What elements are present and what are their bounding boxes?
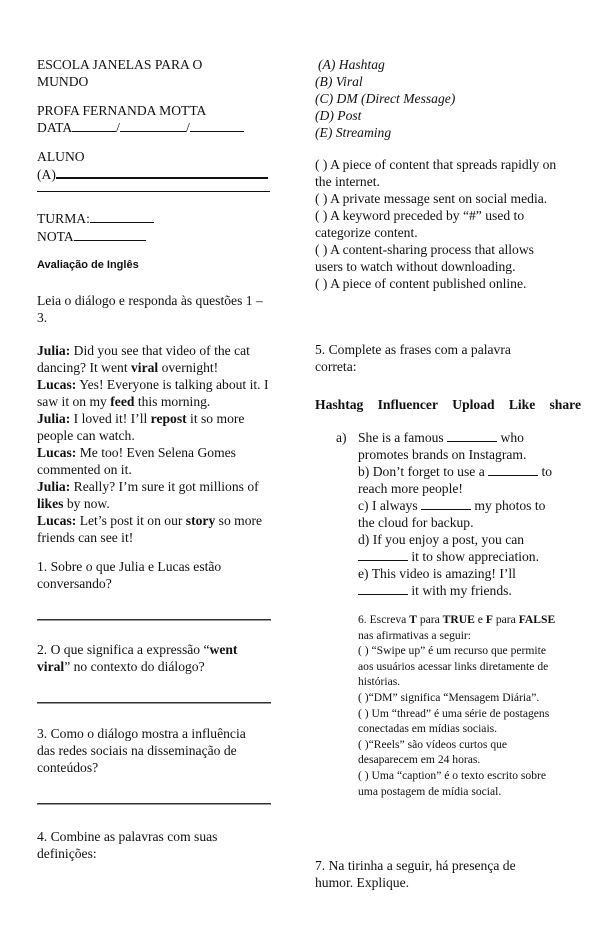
student-label: ALUNO (37, 149, 85, 164)
question-1: 1. Sobre o que Julia e Lucas estão conversando? (37, 559, 222, 591)
dialogue-line: Julia: Did you see that video of the cat dancing? It went viral overnight! (37, 343, 250, 375)
question-3: 3. Como o diálogo mostra a influência das redes sociais na disseminação de conteúdos? (37, 726, 246, 775)
definition-item[interactable]: ( ) A content-sharing process that allows users to watch without downloading. (315, 242, 534, 274)
answer-line-1[interactable] (37, 619, 271, 621)
true-false-item[interactable]: ( )“Reels” são vídeos curtos que desaparecem em 24 horas. (358, 737, 508, 767)
blank-field[interactable] (358, 548, 408, 561)
option-b: (B) Viral (315, 74, 363, 89)
instructions: Leia o diálogo e responda às questões 1 – 3. (37, 293, 263, 325)
date-field[interactable]: DATA / / (37, 119, 277, 136)
option-c: (C) DM (Direct Message) (315, 91, 456, 106)
definition-item[interactable]: ( ) A private message sent on social media. (315, 191, 548, 206)
completion-list (358, 429, 558, 599)
word-bank-item: Hashtag (315, 397, 364, 412)
answer-line-2[interactable] (37, 702, 271, 704)
date-label: DATA (37, 120, 73, 135)
answer-line-3[interactable] (37, 803, 271, 805)
definition-item[interactable]: ( ) A keyword preceded by “#” used to categorize content. (315, 208, 525, 240)
word-bank-item: Like (508, 397, 536, 412)
list-marker: a) (336, 430, 347, 445)
definition-item[interactable]: ( ) A piece of content that spreads rapidly on the internet. (315, 157, 557, 189)
option-a: (A) Hashtag (318, 57, 385, 72)
school-name: ESCOLA JANELAS PARA O MUNDO (37, 57, 203, 89)
option-d: (D) Post (315, 108, 362, 123)
completion-item: c) I always my photos to the cloud for backup. (358, 498, 546, 530)
true-false-item[interactable]: ( ) Uma “caption” é o texto escrito sobre uma postagem de mídia social. (358, 768, 547, 798)
dialogue-line: Lucas: Me too! Even Selena Gomes commented on it. (37, 445, 236, 477)
completion-item: e) This video is amazing! I’ll it with my friends. (358, 566, 516, 598)
question-2: 2. O que significa a expressão “went viral” no contexto do diálogo? (37, 642, 238, 674)
word-bank (315, 396, 581, 413)
class-label: TURMA: (37, 211, 90, 226)
student-sub-label: (A) (37, 167, 56, 182)
grade-field[interactable] (37, 228, 146, 245)
true-false-item[interactable]: ( )“DM” significa “Mensagem Diária”. (358, 690, 540, 704)
question-7: 7. Na tirinha a seguir, há presença de humor. Explique. (315, 858, 516, 890)
question-6 (358, 612, 558, 799)
question-5: 5. Complete as frases com a palavra correta: (315, 342, 511, 374)
blank-field[interactable] (358, 582, 408, 595)
dialogue-line: Julia: Really? I’m sure it got millions of likes by now. (37, 479, 259, 511)
word-bank-item: Influencer (377, 397, 439, 412)
student-field-line2[interactable] (37, 180, 270, 192)
blank-field[interactable] (488, 463, 538, 476)
class-field[interactable] (37, 210, 154, 227)
dialogue-line: Lucas: Let’s post it on our story so more friends can see it! (37, 513, 263, 545)
dialogue-line: Julia: I loved it! I’ll repost it so more people can watch. (37, 411, 245, 443)
option-e: (E) Streaming (315, 125, 392, 140)
dialogue-line: Lucas: Yes! Everyone is talking about it. I saw it on my feed this morning. (37, 377, 269, 409)
teacher-name: PROFA FERNANDA MOTTA (37, 103, 207, 118)
definition-item[interactable]: ( ) A piece of content published online. (315, 276, 527, 291)
grade-label: NOTA (37, 229, 74, 244)
true-false-item[interactable]: ( ) Um “thread” é uma série de postagens conectadas em mídias sociais. (358, 706, 550, 736)
option-list (315, 56, 585, 141)
completion-item: d) If you enjoy a post, you can it to show appreciation. (358, 532, 539, 564)
test-title: Avaliação de Inglês (37, 259, 139, 271)
true-false-item[interactable]: ( ) “Swipe up” é um recurso que permite aos usuários acessar links diretamente de histórias. (358, 644, 549, 689)
word-bank-item: Upload (452, 397, 495, 412)
blank-field[interactable] (447, 429, 497, 442)
dialogue (37, 342, 273, 546)
word-bank-item: share (549, 397, 581, 412)
question-4: 4. Combine as palavras com suas definições: (37, 829, 218, 861)
definition-list (315, 156, 560, 292)
completion-item: b) Don’t forget to use a to reach more people! (358, 464, 553, 496)
question-6-prompt: 6. Escreva T para TRUE e F para FALSE nas afirmativas a seguir: (358, 613, 556, 642)
completion-item: She is a famous who promotes brands on Instagram. (358, 430, 527, 462)
blank-field[interactable] (421, 497, 471, 510)
